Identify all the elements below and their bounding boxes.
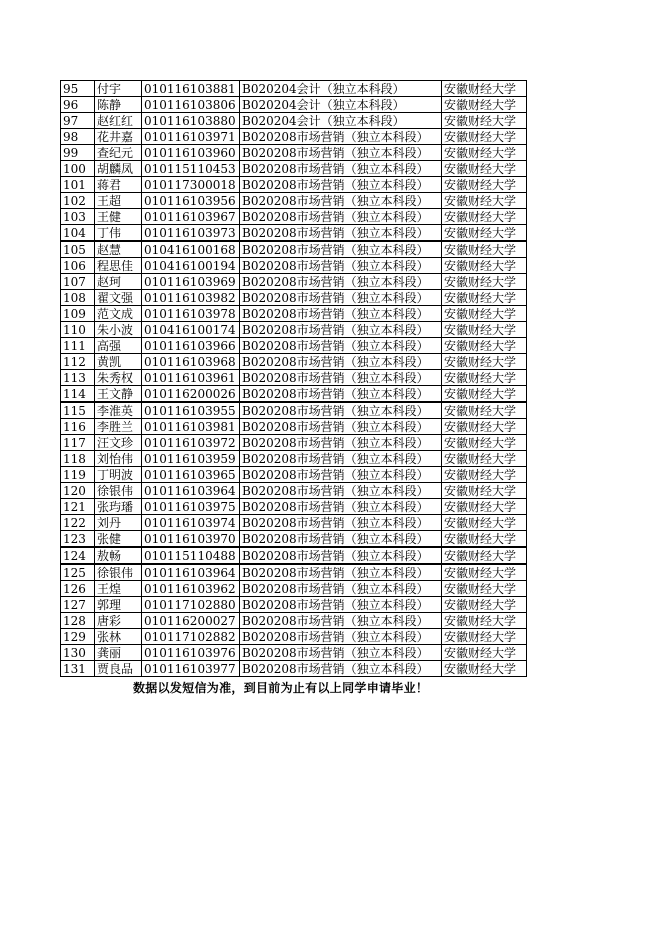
student-name-cell[interactable]: 王健 (95, 209, 142, 225)
school-name-cell[interactable]: 安徽财经大学 (442, 386, 527, 403)
row-number-cell[interactable]: 119 (61, 467, 95, 483)
table-row (61, 531, 527, 548)
school-name-cell[interactable]: 安徽财经大学 (442, 515, 527, 531)
row-number-cell[interactable]: 96 (61, 97, 95, 113)
exam-id-cell[interactable]: 010416100194 (142, 258, 240, 274)
row-number-cell[interactable]: 114 (61, 386, 95, 403)
major-course-cell[interactable]: B020208市场营销（独立本科段） (240, 451, 442, 467)
major-course-cell[interactable]: B020208市场营销（独立本科段） (240, 161, 442, 177)
student-name-cell[interactable]: 高强 (95, 338, 142, 354)
row-number-cell[interactable]: 127 (61, 597, 95, 613)
student-name-cell[interactable]: 张玙璠 (95, 499, 142, 515)
row-number-cell[interactable]: 108 (61, 290, 95, 306)
student-name-cell[interactable]: 王煌 (95, 581, 142, 597)
major-course-cell[interactable]: B020208市场营销（独立本科段） (240, 225, 442, 242)
major-course-cell[interactable]: B020208市场营销（独立本科段） (240, 145, 442, 161)
major-course-cell[interactable]: B020208市场营销（独立本科段） (240, 645, 442, 661)
student-name-cell[interactable]: 赵红红 (95, 113, 142, 129)
student-name-cell[interactable]: 李淮英 (95, 402, 142, 419)
major-course-cell[interactable]: B020208市场营销（独立本科段） (240, 499, 442, 515)
student-name-cell[interactable]: 赵慧 (95, 241, 142, 258)
table-row (61, 129, 527, 145)
student-name-cell[interactable]: 翟文强 (95, 290, 142, 306)
student-name-cell[interactable]: 陈静 (95, 97, 142, 113)
table-row (61, 97, 527, 113)
graduation-applicant-sheet (60, 80, 527, 677)
major-course-cell[interactable]: B020204会计（独立本科段） (240, 97, 442, 113)
row-number-cell[interactable]: 110 (61, 322, 95, 338)
school-name-cell[interactable]: 安徽财经大学 (442, 597, 527, 613)
student-name-cell[interactable]: 李胜兰 (95, 419, 142, 435)
student-name-cell[interactable]: 刘怡伟 (95, 451, 142, 467)
exam-id-cell[interactable]: 010116103966 (142, 338, 240, 354)
exam-id-cell[interactable]: 010116103806 (142, 97, 240, 113)
school-name-cell[interactable]: 安徽财经大学 (442, 547, 527, 564)
row-number-cell[interactable]: 120 (61, 483, 95, 499)
major-course-cell[interactable]: B020208市场营销（独立本科段） (240, 515, 442, 531)
major-course-cell[interactable]: B020208市场营销（独立本科段） (240, 597, 442, 613)
student-name-cell[interactable]: 敖畅 (95, 547, 142, 564)
table-row (61, 515, 527, 531)
school-name-cell[interactable]: 安徽财经大学 (442, 531, 527, 548)
table-row (61, 435, 527, 451)
student-name-cell[interactable]: 龚丽 (95, 645, 142, 661)
exam-id-cell[interactable]: 010116103976 (142, 645, 240, 661)
table-row (61, 145, 527, 161)
school-name-cell[interactable]: 安徽财经大学 (442, 113, 527, 129)
row-number-cell[interactable]: 95 (61, 81, 95, 97)
exam-id-cell[interactable]: 010116103975 (142, 499, 240, 515)
major-course-cell[interactable]: B020208市场营销（独立本科段） (240, 306, 442, 322)
student-name-cell[interactable]: 张林 (95, 629, 142, 645)
student-name-cell[interactable]: 付宇 (95, 81, 142, 97)
exam-id-cell[interactable]: 010116103960 (142, 145, 240, 161)
major-course-cell[interactable]: B020208市场营销（独立本科段） (240, 129, 442, 145)
exam-id-cell[interactable]: 010116103962 (142, 581, 240, 597)
student-name-cell[interactable]: 刘丹 (95, 515, 142, 531)
exam-id-cell[interactable]: 010116103968 (142, 354, 240, 370)
school-name-cell[interactable]: 安徽财经大学 (442, 564, 527, 581)
school-name-cell[interactable]: 安徽财经大学 (442, 419, 527, 435)
table-row (61, 402, 527, 419)
major-course-cell[interactable]: B020208市场营销（独立本科段） (240, 467, 442, 483)
row-number-cell[interactable]: 97 (61, 113, 95, 129)
major-course-cell[interactable]: B020204会计（独立本科段） (240, 113, 442, 129)
school-name-cell[interactable]: 安徽财经大学 (442, 338, 527, 354)
row-number-cell[interactable]: 128 (61, 613, 95, 629)
exam-id-cell[interactable]: 010116103977 (142, 661, 240, 677)
school-name-cell[interactable]: 安徽财经大学 (442, 467, 527, 483)
exam-id-cell[interactable]: 010116103972 (142, 435, 240, 451)
school-name-cell[interactable]: 安徽财经大学 (442, 322, 527, 338)
table-row (61, 290, 527, 306)
row-number-cell[interactable]: 113 (61, 370, 95, 386)
table-row (61, 274, 527, 290)
major-course-cell[interactable]: B020208市场营销（独立本科段） (240, 370, 442, 386)
table-row (61, 241, 527, 258)
table-row (61, 629, 527, 645)
table-row (61, 581, 527, 597)
row-number-cell[interactable]: 117 (61, 435, 95, 451)
major-course-cell[interactable]: B020208市场营销（独立本科段） (240, 661, 442, 677)
major-course-cell[interactable]: B020208市场营销（独立本科段） (240, 483, 442, 499)
school-name-cell[interactable]: 安徽财经大学 (442, 290, 527, 306)
row-number-cell[interactable]: 111 (61, 338, 95, 354)
student-name-cell[interactable]: 丁伟 (95, 225, 142, 242)
table-row (61, 258, 527, 274)
exam-id-cell[interactable]: 010115110488 (142, 547, 240, 564)
exam-id-cell[interactable]: 010117102880 (142, 597, 240, 613)
row-number-cell[interactable]: 129 (61, 629, 95, 645)
major-course-cell[interactable]: B020208市场营销（独立本科段） (240, 629, 442, 645)
major-course-cell[interactable]: B020208市场营销（独立本科段） (240, 241, 442, 258)
exam-id-cell[interactable]: 010116103964 (142, 483, 240, 499)
school-name-cell[interactable]: 安徽财经大学 (442, 81, 527, 97)
exam-id-cell[interactable]: 010116103967 (142, 209, 240, 225)
exam-id-cell[interactable]: 010117300018 (142, 177, 240, 193)
major-course-cell[interactable]: B020208市场营销（独立本科段） (240, 209, 442, 225)
major-course-cell[interactable]: B020208市场营销（独立本科段） (240, 338, 442, 354)
school-name-cell[interactable]: 安徽财经大学 (442, 370, 527, 386)
student-name-cell[interactable]: 丁明波 (95, 467, 142, 483)
table-row (61, 386, 527, 403)
table-row (61, 161, 527, 177)
school-name-cell[interactable]: 安徽财经大学 (442, 499, 527, 515)
exam-id-cell[interactable]: 010115110453 (142, 161, 240, 177)
row-number-cell[interactable]: 125 (61, 564, 95, 581)
student-name-cell[interactable]: 徐银伟 (95, 483, 142, 499)
major-course-cell[interactable]: B020208市场营销（独立本科段） (240, 274, 442, 290)
row-number-cell[interactable]: 101 (61, 177, 95, 193)
table-row (61, 177, 527, 193)
major-course-cell[interactable]: B020208市场营销（独立本科段） (240, 531, 442, 548)
school-name-cell[interactable]: 安徽财经大学 (442, 613, 527, 629)
exam-id-cell[interactable]: 010116103974 (142, 515, 240, 531)
exam-id-cell[interactable]: 010116103970 (142, 531, 240, 548)
school-name-cell[interactable]: 安徽财经大学 (442, 274, 527, 290)
student-name-cell[interactable]: 蒋君 (95, 177, 142, 193)
school-name-cell[interactable]: 安徽财经大学 (442, 661, 527, 677)
major-course-cell[interactable]: B020208市场营销（独立本科段） (240, 193, 442, 209)
school-name-cell[interactable]: 安徽财经大学 (442, 354, 527, 370)
major-course-cell[interactable]: B020208市场营销（独立本科段） (240, 564, 442, 581)
school-name-cell[interactable]: 安徽财经大学 (442, 645, 527, 661)
table-row (61, 419, 527, 435)
major-course-cell[interactable]: B020208市场营销（独立本科段） (240, 290, 442, 306)
table-row (61, 547, 527, 564)
exam-id-cell[interactable]: 010116103973 (142, 225, 240, 242)
school-name-cell[interactable]: 安徽财经大学 (442, 306, 527, 322)
row-number-cell[interactable]: 121 (61, 499, 95, 515)
major-course-cell[interactable]: B020208市场营销（独立本科段） (240, 402, 442, 419)
footer-note: 数据以发短信为准，到目前为止有以上同学申请毕业！ (133, 681, 429, 695)
student-name-cell[interactable]: 王超 (95, 193, 142, 209)
applicant-table (60, 80, 527, 677)
table-row (61, 81, 527, 97)
school-name-cell[interactable]: 安徽财经大学 (442, 177, 527, 193)
exam-id-cell[interactable]: 010116103961 (142, 370, 240, 386)
school-name-cell[interactable]: 安徽财经大学 (442, 483, 527, 499)
student-name-cell[interactable]: 汪文珍 (95, 435, 142, 451)
student-name-cell[interactable]: 范文成 (95, 306, 142, 322)
major-course-cell[interactable]: B020208市场营销（独立本科段） (240, 581, 442, 597)
row-number-cell[interactable]: 123 (61, 531, 95, 548)
school-name-cell[interactable]: 安徽财经大学 (442, 258, 527, 274)
major-course-cell[interactable]: B020208市场营销（独立本科段） (240, 258, 442, 274)
row-number-cell[interactable]: 103 (61, 209, 95, 225)
school-name-cell[interactable]: 安徽财经大学 (442, 225, 527, 242)
student-name-cell[interactable]: 查纪元 (95, 145, 142, 161)
exam-id-cell[interactable]: 010116103956 (142, 193, 240, 209)
table-row (61, 597, 527, 613)
exam-id-cell[interactable]: 010116103964 (142, 564, 240, 581)
student-name-cell[interactable]: 程思佳 (95, 258, 142, 274)
exam-id-cell[interactable]: 010116103969 (142, 274, 240, 290)
exam-id-cell[interactable]: 010116103880 (142, 113, 240, 129)
table-row (61, 193, 527, 209)
table-row (61, 645, 527, 661)
row-number-cell[interactable]: 122 (61, 515, 95, 531)
school-name-cell[interactable]: 安徽财经大学 (442, 402, 527, 419)
exam-id-cell[interactable]: 010116103955 (142, 402, 240, 419)
major-course-cell[interactable]: B020208市场营销（独立本科段） (240, 177, 442, 193)
row-number-cell[interactable]: 98 (61, 129, 95, 145)
exam-id-cell[interactable]: 010116103971 (142, 129, 240, 145)
row-number-cell[interactable]: 118 (61, 451, 95, 467)
row-number-cell[interactable]: 99 (61, 145, 95, 161)
student-name-cell[interactable]: 赵珂 (95, 274, 142, 290)
major-course-cell[interactable]: B020204会计（独立本科段） (240, 81, 442, 97)
applicant-table-body (61, 81, 527, 677)
row-number-cell[interactable]: 100 (61, 161, 95, 177)
exam-id-cell[interactable]: 010116200026 (142, 386, 240, 403)
table-row (61, 499, 527, 515)
student-name-cell[interactable]: 胡麟凤 (95, 161, 142, 177)
school-name-cell[interactable]: 安徽财经大学 (442, 435, 527, 451)
student-name-cell[interactable]: 张健 (95, 531, 142, 548)
student-name-cell[interactable]: 王文静 (95, 386, 142, 403)
row-number-cell[interactable]: 104 (61, 225, 95, 242)
school-name-cell[interactable]: 安徽财经大学 (442, 161, 527, 177)
table-row (61, 370, 527, 386)
table-row (61, 113, 527, 129)
row-number-cell[interactable]: 105 (61, 241, 95, 258)
row-number-cell[interactable]: 107 (61, 274, 95, 290)
table-row (61, 483, 527, 499)
major-course-cell[interactable]: B020208市场营销（独立本科段） (240, 613, 442, 629)
exam-id-cell[interactable]: 010416100174 (142, 322, 240, 338)
row-number-cell[interactable]: 126 (61, 581, 95, 597)
school-name-cell[interactable]: 安徽财经大学 (442, 581, 527, 597)
table-row (61, 225, 527, 242)
exam-id-cell[interactable]: 010116103982 (142, 290, 240, 306)
school-name-cell[interactable]: 安徽财经大学 (442, 629, 527, 645)
row-number-cell[interactable]: 116 (61, 419, 95, 435)
student-name-cell[interactable]: 黄凯 (95, 354, 142, 370)
exam-id-cell[interactable]: 010116103981 (142, 419, 240, 435)
table-row (61, 354, 527, 370)
row-number-cell[interactable]: 124 (61, 547, 95, 564)
major-course-cell[interactable]: B020208市场营销（独立本科段） (240, 322, 442, 338)
table-row (61, 306, 527, 322)
exam-id-cell[interactable]: 010116103965 (142, 467, 240, 483)
exam-id-cell[interactable]: 010116103881 (142, 81, 240, 97)
table-row (61, 322, 527, 338)
table-row (61, 467, 527, 483)
school-name-cell[interactable]: 安徽财经大学 (442, 129, 527, 145)
major-course-cell[interactable]: B020208市场营销（独立本科段） (240, 547, 442, 564)
row-number-cell[interactable]: 109 (61, 306, 95, 322)
row-number-cell[interactable]: 131 (61, 661, 95, 677)
student-name-cell[interactable]: 贾良品 (95, 661, 142, 677)
student-name-cell[interactable]: 郭理 (95, 597, 142, 613)
table-row (61, 613, 527, 629)
table-row (61, 661, 527, 677)
major-course-cell[interactable]: B020208市场营销（独立本科段） (240, 354, 442, 370)
major-course-cell[interactable]: B020208市场营销（独立本科段） (240, 419, 442, 435)
school-name-cell[interactable]: 安徽财经大学 (442, 241, 527, 258)
school-name-cell[interactable]: 安徽财经大学 (442, 145, 527, 161)
table-row (61, 451, 527, 467)
table-row (61, 564, 527, 581)
major-course-cell[interactable]: B020208市场营销（独立本科段） (240, 386, 442, 403)
row-number-cell[interactable]: 112 (61, 354, 95, 370)
school-name-cell[interactable]: 安徽财经大学 (442, 451, 527, 467)
row-number-cell[interactable]: 115 (61, 402, 95, 419)
table-row (61, 209, 527, 225)
student-name-cell[interactable]: 朱小波 (95, 322, 142, 338)
school-name-cell[interactable]: 安徽财经大学 (442, 193, 527, 209)
exam-id-cell[interactable]: 010117102882 (142, 629, 240, 645)
table-row (61, 338, 527, 354)
row-number-cell[interactable]: 130 (61, 645, 95, 661)
row-number-cell[interactable]: 102 (61, 193, 95, 209)
exam-id-cell[interactable]: 010416100168 (142, 241, 240, 258)
exam-id-cell[interactable]: 010116103959 (142, 451, 240, 467)
exam-id-cell[interactable]: 010116200027 (142, 613, 240, 629)
student-name-cell[interactable]: 朱秀权 (95, 370, 142, 386)
student-name-cell[interactable]: 花井嘉 (95, 129, 142, 145)
exam-id-cell[interactable]: 010116103978 (142, 306, 240, 322)
school-name-cell[interactable]: 安徽财经大学 (442, 97, 527, 113)
major-course-cell[interactable]: B020208市场营销（独立本科段） (240, 435, 442, 451)
school-name-cell[interactable]: 安徽财经大学 (442, 209, 527, 225)
student-name-cell[interactable]: 唐彩 (95, 613, 142, 629)
row-number-cell[interactable]: 106 (61, 258, 95, 274)
student-name-cell[interactable]: 徐银伟 (95, 564, 142, 581)
